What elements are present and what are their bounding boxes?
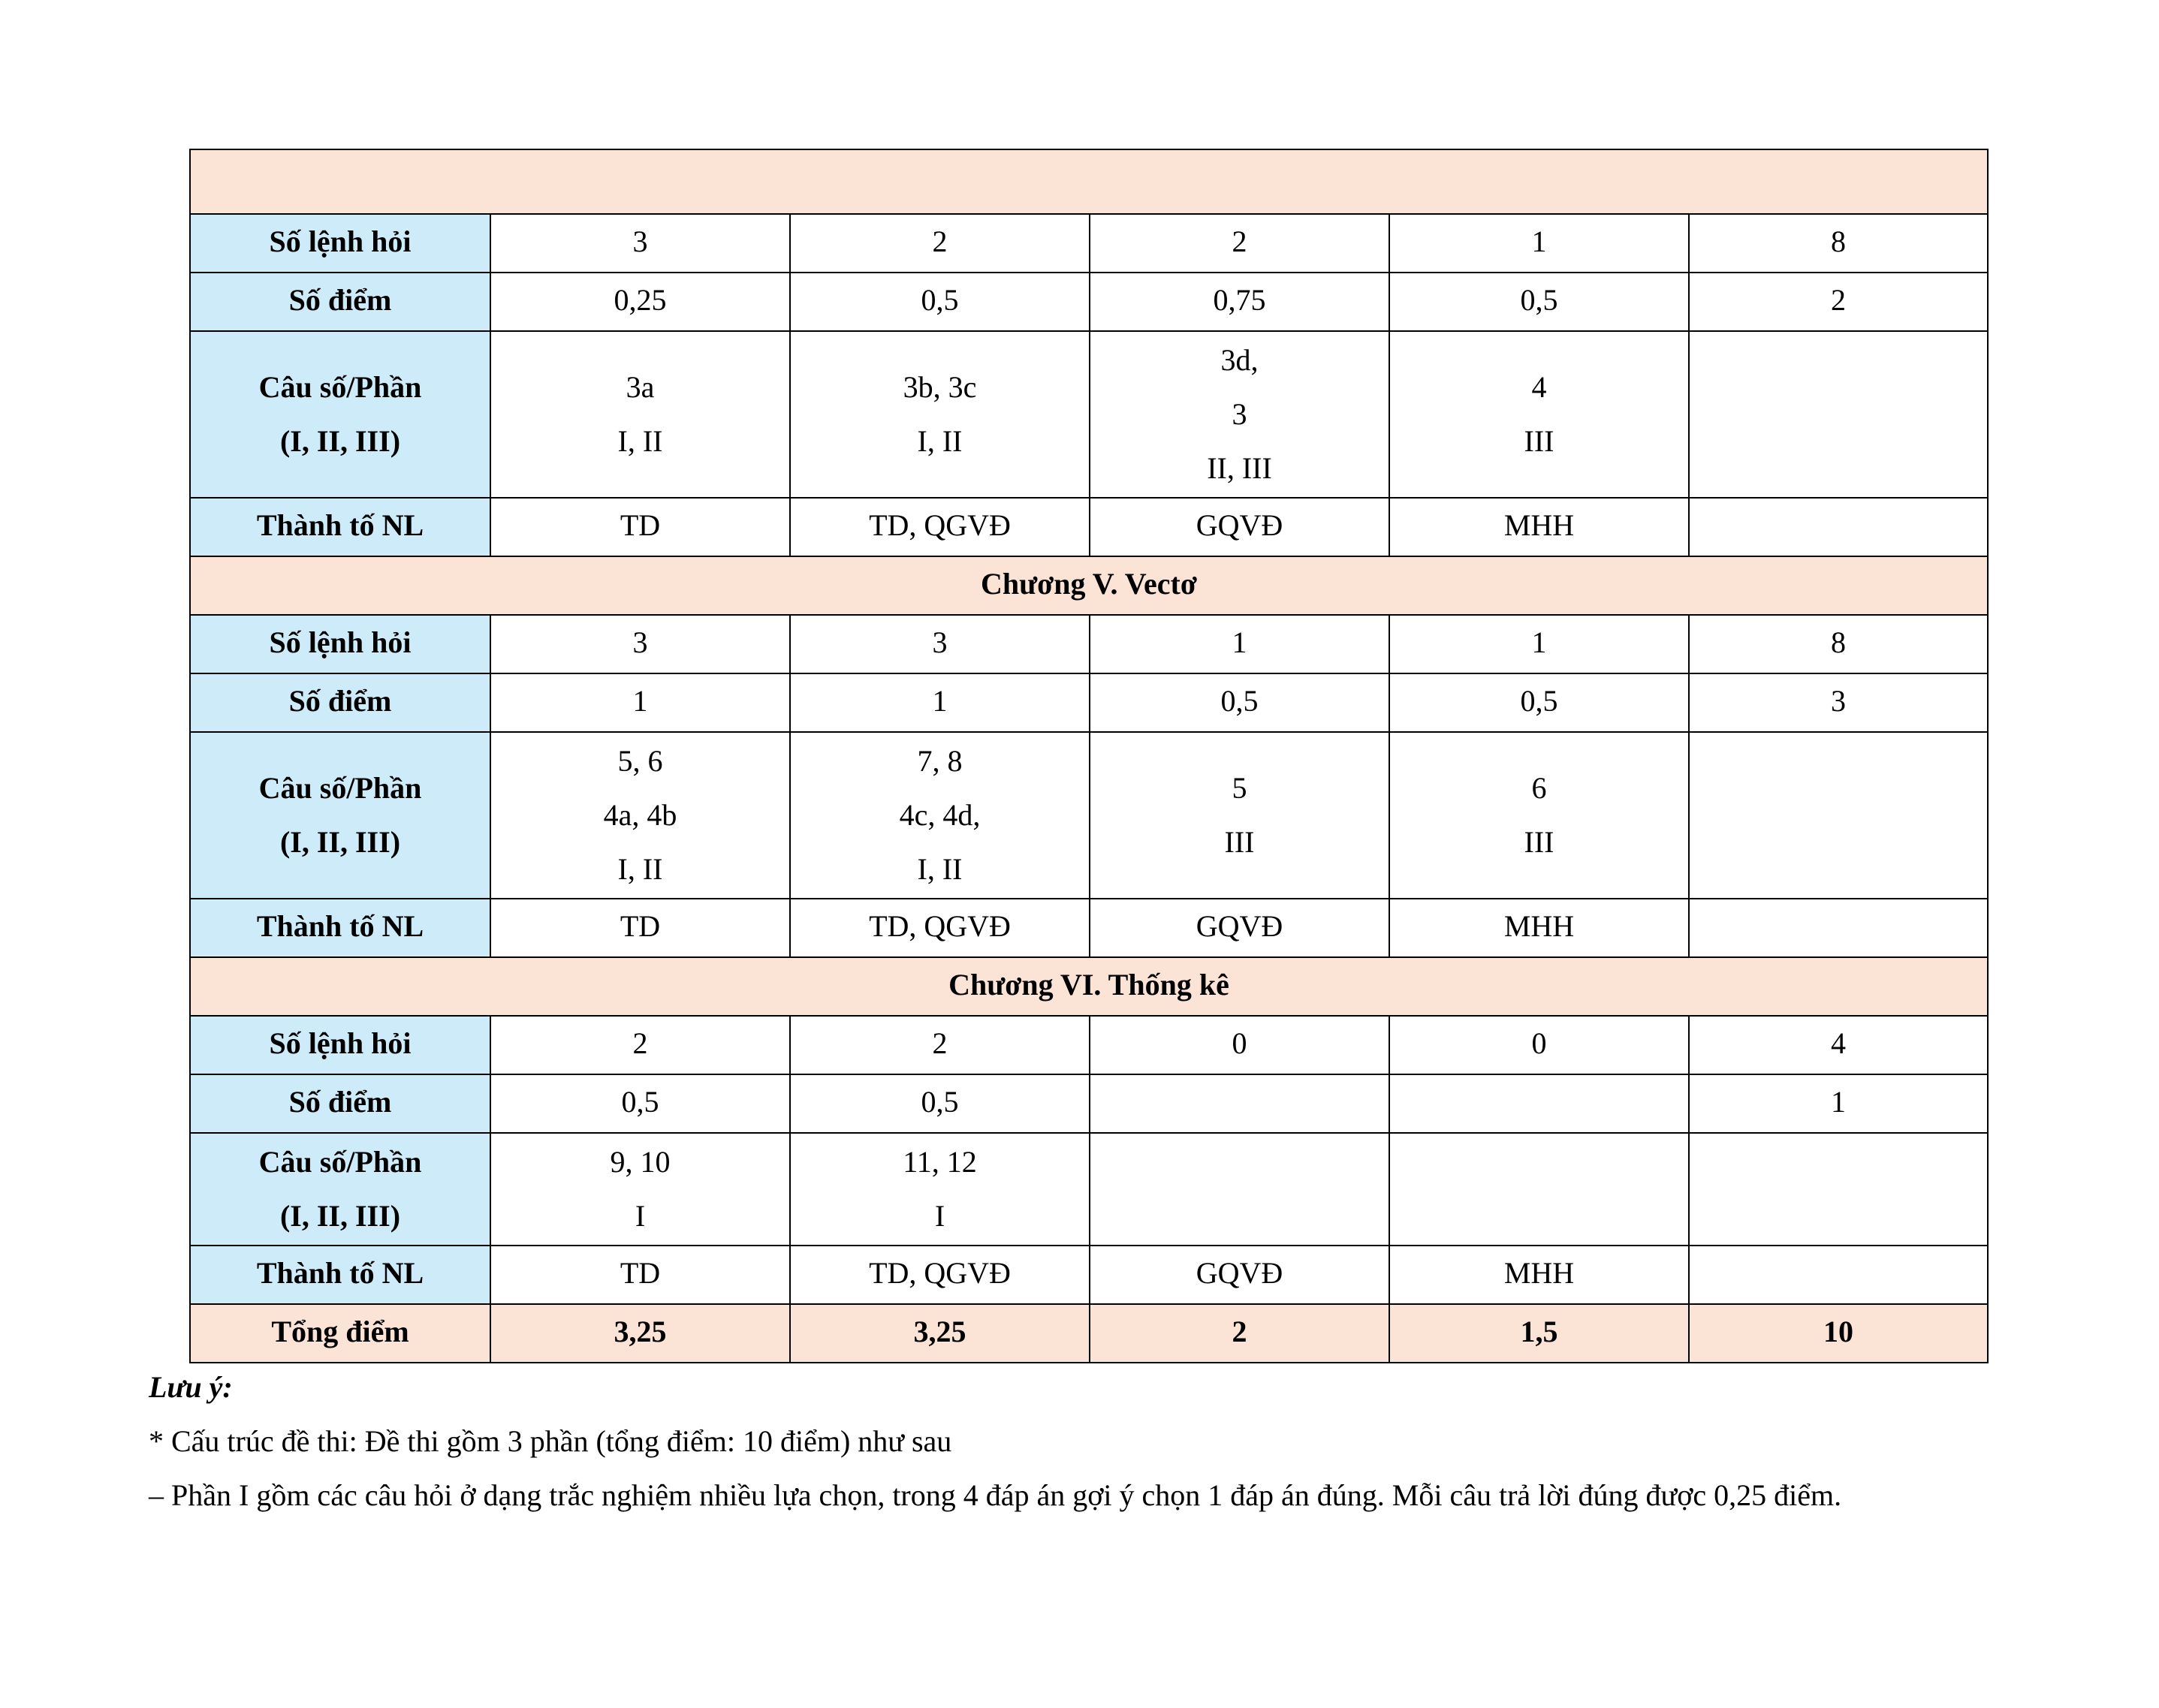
table-cell [1090, 1074, 1389, 1133]
table-cell-line: I, II [917, 852, 963, 886]
table-row-thanh-to [190, 899, 1988, 957]
table-cell [1389, 1074, 1689, 1133]
table-cell: 2 [490, 1016, 790, 1074]
table-row-cau-so [190, 331, 1988, 498]
table-cell: 8 [1689, 214, 1988, 273]
table-cell: 0,5 [1090, 673, 1389, 732]
table-row-thanh-to [190, 1246, 1988, 1304]
table-cell [1090, 1133, 1389, 1246]
table-cell [790, 331, 1090, 498]
total-cell: 3,25 [490, 1304, 790, 1363]
table-row-so-diem [190, 1074, 1988, 1133]
section-title: Chương V. Vectơ [190, 556, 1988, 615]
notes-line-structure: * Cấu trúc đề thi: Đề thi gồm 3 phần (tổng điểm: 10 điểm) như sau [149, 1424, 952, 1458]
table-cell: 1 [1389, 615, 1689, 673]
table-cell: TD [490, 498, 790, 556]
table-cell-line: 3a [626, 370, 655, 404]
table-cell: 1 [790, 673, 1090, 732]
table-cell-line: 5 [1232, 771, 1247, 805]
table-cell: 3 [790, 615, 1090, 673]
table-cell-line: I [934, 1199, 945, 1233]
table-cell [1689, 1246, 1988, 1304]
notes-section [149, 1360, 2101, 1523]
table-row-cau-so [190, 1133, 1988, 1246]
table-cell: 3 [490, 615, 790, 673]
notes-title: Lưu ý: [149, 1370, 233, 1404]
table-cell-line: 9, 10 [610, 1145, 671, 1179]
table-cell: 3 [490, 214, 790, 273]
table-cell: GQVĐ [1090, 498, 1389, 556]
row-label-line: (I, II, III) [279, 1199, 401, 1233]
table-cell-line: 3 [1232, 397, 1247, 431]
table-cell: 2 [790, 1016, 1090, 1074]
table-cell [1090, 331, 1389, 498]
notes-line-part-one: – Phần I gồm các câu hỏi ở dạng trắc nghiệm nhiều lựa chọn, trong 4 đáp án gợi ý chọn 1 đáp án đúng. Mỗi câu trả lời đúng được 0,25 điểm. [149, 1478, 1842, 1512]
table-cell [1389, 1133, 1689, 1246]
table-cell: TD, QGVĐ [790, 498, 1090, 556]
row-label: Số lệnh hỏi [190, 1016, 490, 1074]
table-cell: GQVĐ [1090, 1246, 1389, 1304]
table-cell-line: 3d, [1220, 343, 1259, 377]
table-row-so-lenh-hoi [190, 214, 1988, 273]
section-title [190, 149, 1988, 214]
section-header-row [190, 149, 1988, 214]
table-cell: 0 [1090, 1016, 1389, 1074]
total-cell: 2 [1090, 1304, 1389, 1363]
table-cell: 0,5 [1389, 273, 1689, 331]
row-label [190, 331, 490, 498]
table-row-so-diem [190, 673, 1988, 732]
table-cell [790, 1133, 1090, 1246]
table-cell: 1 [1389, 214, 1689, 273]
exam-matrix-body [190, 149, 1988, 1363]
table-cell-line: I [635, 1199, 646, 1233]
row-label-line: (I, II, III) [279, 825, 401, 859]
table-cell-line: 4c, 4d, [899, 798, 981, 832]
table-cell-line: 4a, 4b [603, 798, 677, 832]
table-cell: TD [490, 1246, 790, 1304]
table-cell: 0,5 [790, 273, 1090, 331]
table-cell: 0,5 [790, 1074, 1090, 1133]
table-cell-line: 3b, 3c [903, 370, 977, 404]
table-cell-line: III [1524, 825, 1554, 859]
table-cell-line: 7, 8 [917, 744, 963, 778]
table-cell-line: 5, 6 [617, 744, 663, 778]
table-cell: 2 [790, 214, 1090, 273]
table-row-thanh-to [190, 498, 1988, 556]
table-cell-line: III [1524, 424, 1554, 458]
table-row-so-diem [190, 273, 1988, 331]
row-label: Số lệnh hỏi [190, 214, 490, 273]
table-cell: 0,75 [1090, 273, 1389, 331]
table-cell [1689, 899, 1988, 957]
row-label [190, 732, 490, 899]
table-cell-line: 11, 12 [903, 1145, 977, 1179]
table-cell-line: I, II [917, 424, 963, 458]
table-row-so-lenh-hoi [190, 1016, 1988, 1074]
table-cell: MHH [1389, 498, 1689, 556]
row-label: Số điểm [190, 273, 490, 331]
table-cell [1389, 732, 1689, 899]
table-cell [790, 732, 1090, 899]
table-cell: 0,5 [1389, 673, 1689, 732]
section-header-row [190, 957, 1988, 1016]
row-label: Thành tố NL [190, 1246, 490, 1304]
table-cell: 1 [1689, 1074, 1988, 1133]
table-cell: TD, QGVĐ [790, 1246, 1090, 1304]
table-cell [1689, 498, 1988, 556]
table-cell: 4 [1689, 1016, 1988, 1074]
table-cell [1689, 331, 1988, 498]
table-cell [490, 331, 790, 498]
table-cell: 2 [1689, 273, 1988, 331]
section-header-row [190, 556, 1988, 615]
total-cell: 1,5 [1389, 1304, 1689, 1363]
table-cell: TD, QGVĐ [790, 899, 1090, 957]
table-cell [1689, 732, 1988, 899]
row-label-line: Câu số/Phần [258, 1145, 422, 1179]
table-cell: MHH [1389, 899, 1689, 957]
table-cell: 2 [1090, 214, 1389, 273]
row-label: Số điểm [190, 673, 490, 732]
total-cell: 10 [1689, 1304, 1988, 1363]
row-label-line: Câu số/Phần [258, 771, 422, 805]
total-cell: 3,25 [790, 1304, 1090, 1363]
table-cell: 1 [490, 673, 790, 732]
total-label: Tổng điểm [190, 1304, 490, 1363]
table-cell: 8 [1689, 615, 1988, 673]
table-cell-line: III [1224, 825, 1255, 859]
table-cell: 1 [1090, 615, 1389, 673]
table-cell [490, 1133, 790, 1246]
section-title: Chương VI. Thống kê [190, 957, 1988, 1016]
row-label-line: Câu số/Phần [258, 370, 422, 404]
table-cell [1389, 331, 1689, 498]
table-cell: MHH [1389, 1246, 1689, 1304]
table-cell-line: 4 [1531, 370, 1547, 404]
table-cell [1090, 732, 1389, 899]
table-cell: 0 [1389, 1016, 1689, 1074]
row-label: Số lệnh hỏi [190, 615, 490, 673]
row-label [190, 1133, 490, 1246]
exam-matrix-table [189, 149, 1989, 1363]
table-cell: GQVĐ [1090, 899, 1389, 957]
row-label: Thành tố NL [190, 899, 490, 957]
table-cell: 0,5 [490, 1074, 790, 1133]
table-row-cau-so [190, 732, 1988, 899]
table-cell-line: II, III [1207, 451, 1272, 485]
table-cell [490, 732, 790, 899]
table-cell: TD [490, 899, 790, 957]
table-cell-line: I, II [617, 852, 663, 886]
table-cell-line: 6 [1531, 771, 1547, 805]
total-row [190, 1304, 1988, 1363]
row-label: Số điểm [190, 1074, 490, 1133]
table-cell-line: I, II [617, 424, 663, 458]
table-row-so-lenh-hoi [190, 615, 1988, 673]
row-label: Thành tố NL [190, 498, 490, 556]
table-cell: 3 [1689, 673, 1988, 732]
row-label-line: (I, II, III) [279, 424, 401, 458]
table-cell: 0,25 [490, 273, 790, 331]
table-cell [1689, 1133, 1988, 1246]
